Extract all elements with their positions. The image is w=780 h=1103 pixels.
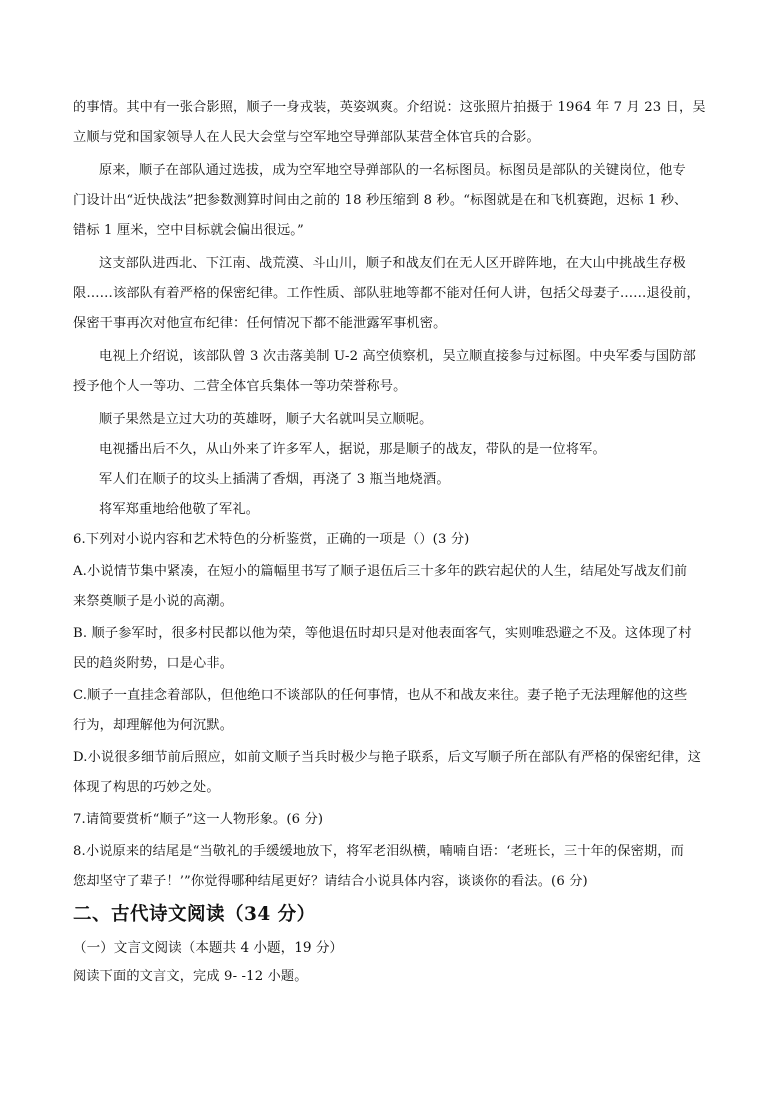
- section-instruction: 阅读下面的文言文，完成 9- -12 小题。: [73, 969, 308, 984]
- question-6-option-b: 民的趋炎附势，口是心非。: [73, 656, 234, 671]
- question-8: 您却坚守了辈子！’”你觉得哪种结尾更好？请结合小说具体内容，谈谈你的看法。(6 分): [73, 874, 588, 889]
- story-line: 电视上介绍说，该部队曾 3 次击落美制 U-2 高空侦察机，吴立顺直接参与过标图。中央军委与国防部: [99, 349, 696, 364]
- question-6-stem: 6.下列对小说内容和艺术特色的分析鉴赏，正确的一项是（）(3 分): [73, 532, 470, 547]
- story-line: 原来，顺子在部队通过选拔，成为空军地空导弹部队的一名标图员。标图员是部队的关键岗位，他专: [99, 163, 686, 178]
- story-line: 军人们在顺子的坟头上插满了香烟，再浇了 3 瓶当地烧酒。: [99, 472, 450, 487]
- section-heading: 二、古代诗文阅读（34 分）: [73, 904, 316, 925]
- story-line: 的事情。其中有一张合影照，顺子一身戎装，英姿飒爽。介绍说：这张照片拍摄于 1964 年 7 月 23 日，吴: [73, 100, 706, 115]
- question-6-option-c: 行为，却理解他为何沉默。: [73, 718, 234, 733]
- story-line: 错标 1 厘米，空中目标就会偏出很远。”: [73, 223, 304, 238]
- story-line: 授予他个人一等功、二营全体官兵集体一等功荣誉称号。: [73, 379, 407, 394]
- question-6-option-a: A.小说情节集中紧凑，在短小的篇幅里书写了顺子退伍后三十多年的跌宕起伏的人生，结尾处写战友们前: [73, 564, 688, 579]
- section-subheading: （一）文言文阅读（本题共 4 小题，19 分）: [73, 940, 344, 956]
- story-line: 限……该部队有着严格的保密纪律。工作性质、部队驻地等都不能对任何人讲，包括父母妻子……退役前，: [73, 286, 700, 301]
- question-7: 7.请简要赏析“顺子”这一人物形象。(6 分): [73, 812, 324, 827]
- question-6-option-c: C.顺子一直挂念着部队，但他绝口不谈部队的任何事情，也从不和战友来往。妻子艳子无法理解他的这些: [73, 688, 688, 703]
- story-line: 这支部队进西北、下江南、战荒漠、斗山川，顺子和战友们在无人区开辟阵地，在大山中挑战生存极: [99, 256, 686, 271]
- story-line: 电视播出后不久，从山外来了许多军人，据说，那是顺子的战友，带队的是一位将军。: [99, 442, 606, 457]
- question-6-option-a: 来祭奠顺子是小说的高潮。: [73, 594, 234, 609]
- question-6-option-b: B. 顺子参军时，很多村民都以他为荣，等他退伍时却只是对他表面客气，实则唯恐避之不及。这体现了村: [73, 626, 692, 641]
- story-line: 立顺与党和国家领导人在人民大会堂与空军地空导弹部队某营全体官兵的合影。: [73, 130, 540, 145]
- question-6-option-d: D.小说很多细节前后照应，如前文顺子当兵时极少与艳子联系，后文写顺子所在部队有严格的保密纪律，这: [73, 750, 702, 765]
- story-line: 门设计出“近快战法”把参数测算时间由之前的 18 秒压缩到 8 秒。“标图就是在和飞机赛跑，迟标 1 秒、: [73, 193, 688, 208]
- story-line: 顺子果然是立过大功的英雄呀，顺子大名就叫吴立顺呢。: [99, 412, 433, 427]
- question-6-option-d: 体现了构思的巧妙之处。: [73, 780, 220, 795]
- story-line: 将军郑重地给他敬了军礼。: [99, 502, 260, 517]
- question-8: 8.小说原来的结尾是“当敬礼的手缓缓地放下，将军老泪纵横，喃喃自语：‘老班长，三十年的保密期，而: [73, 844, 684, 859]
- story-line: 保密干事再次对他宣布纪律：任何情况下都不能泄露军事机密。: [73, 316, 447, 331]
